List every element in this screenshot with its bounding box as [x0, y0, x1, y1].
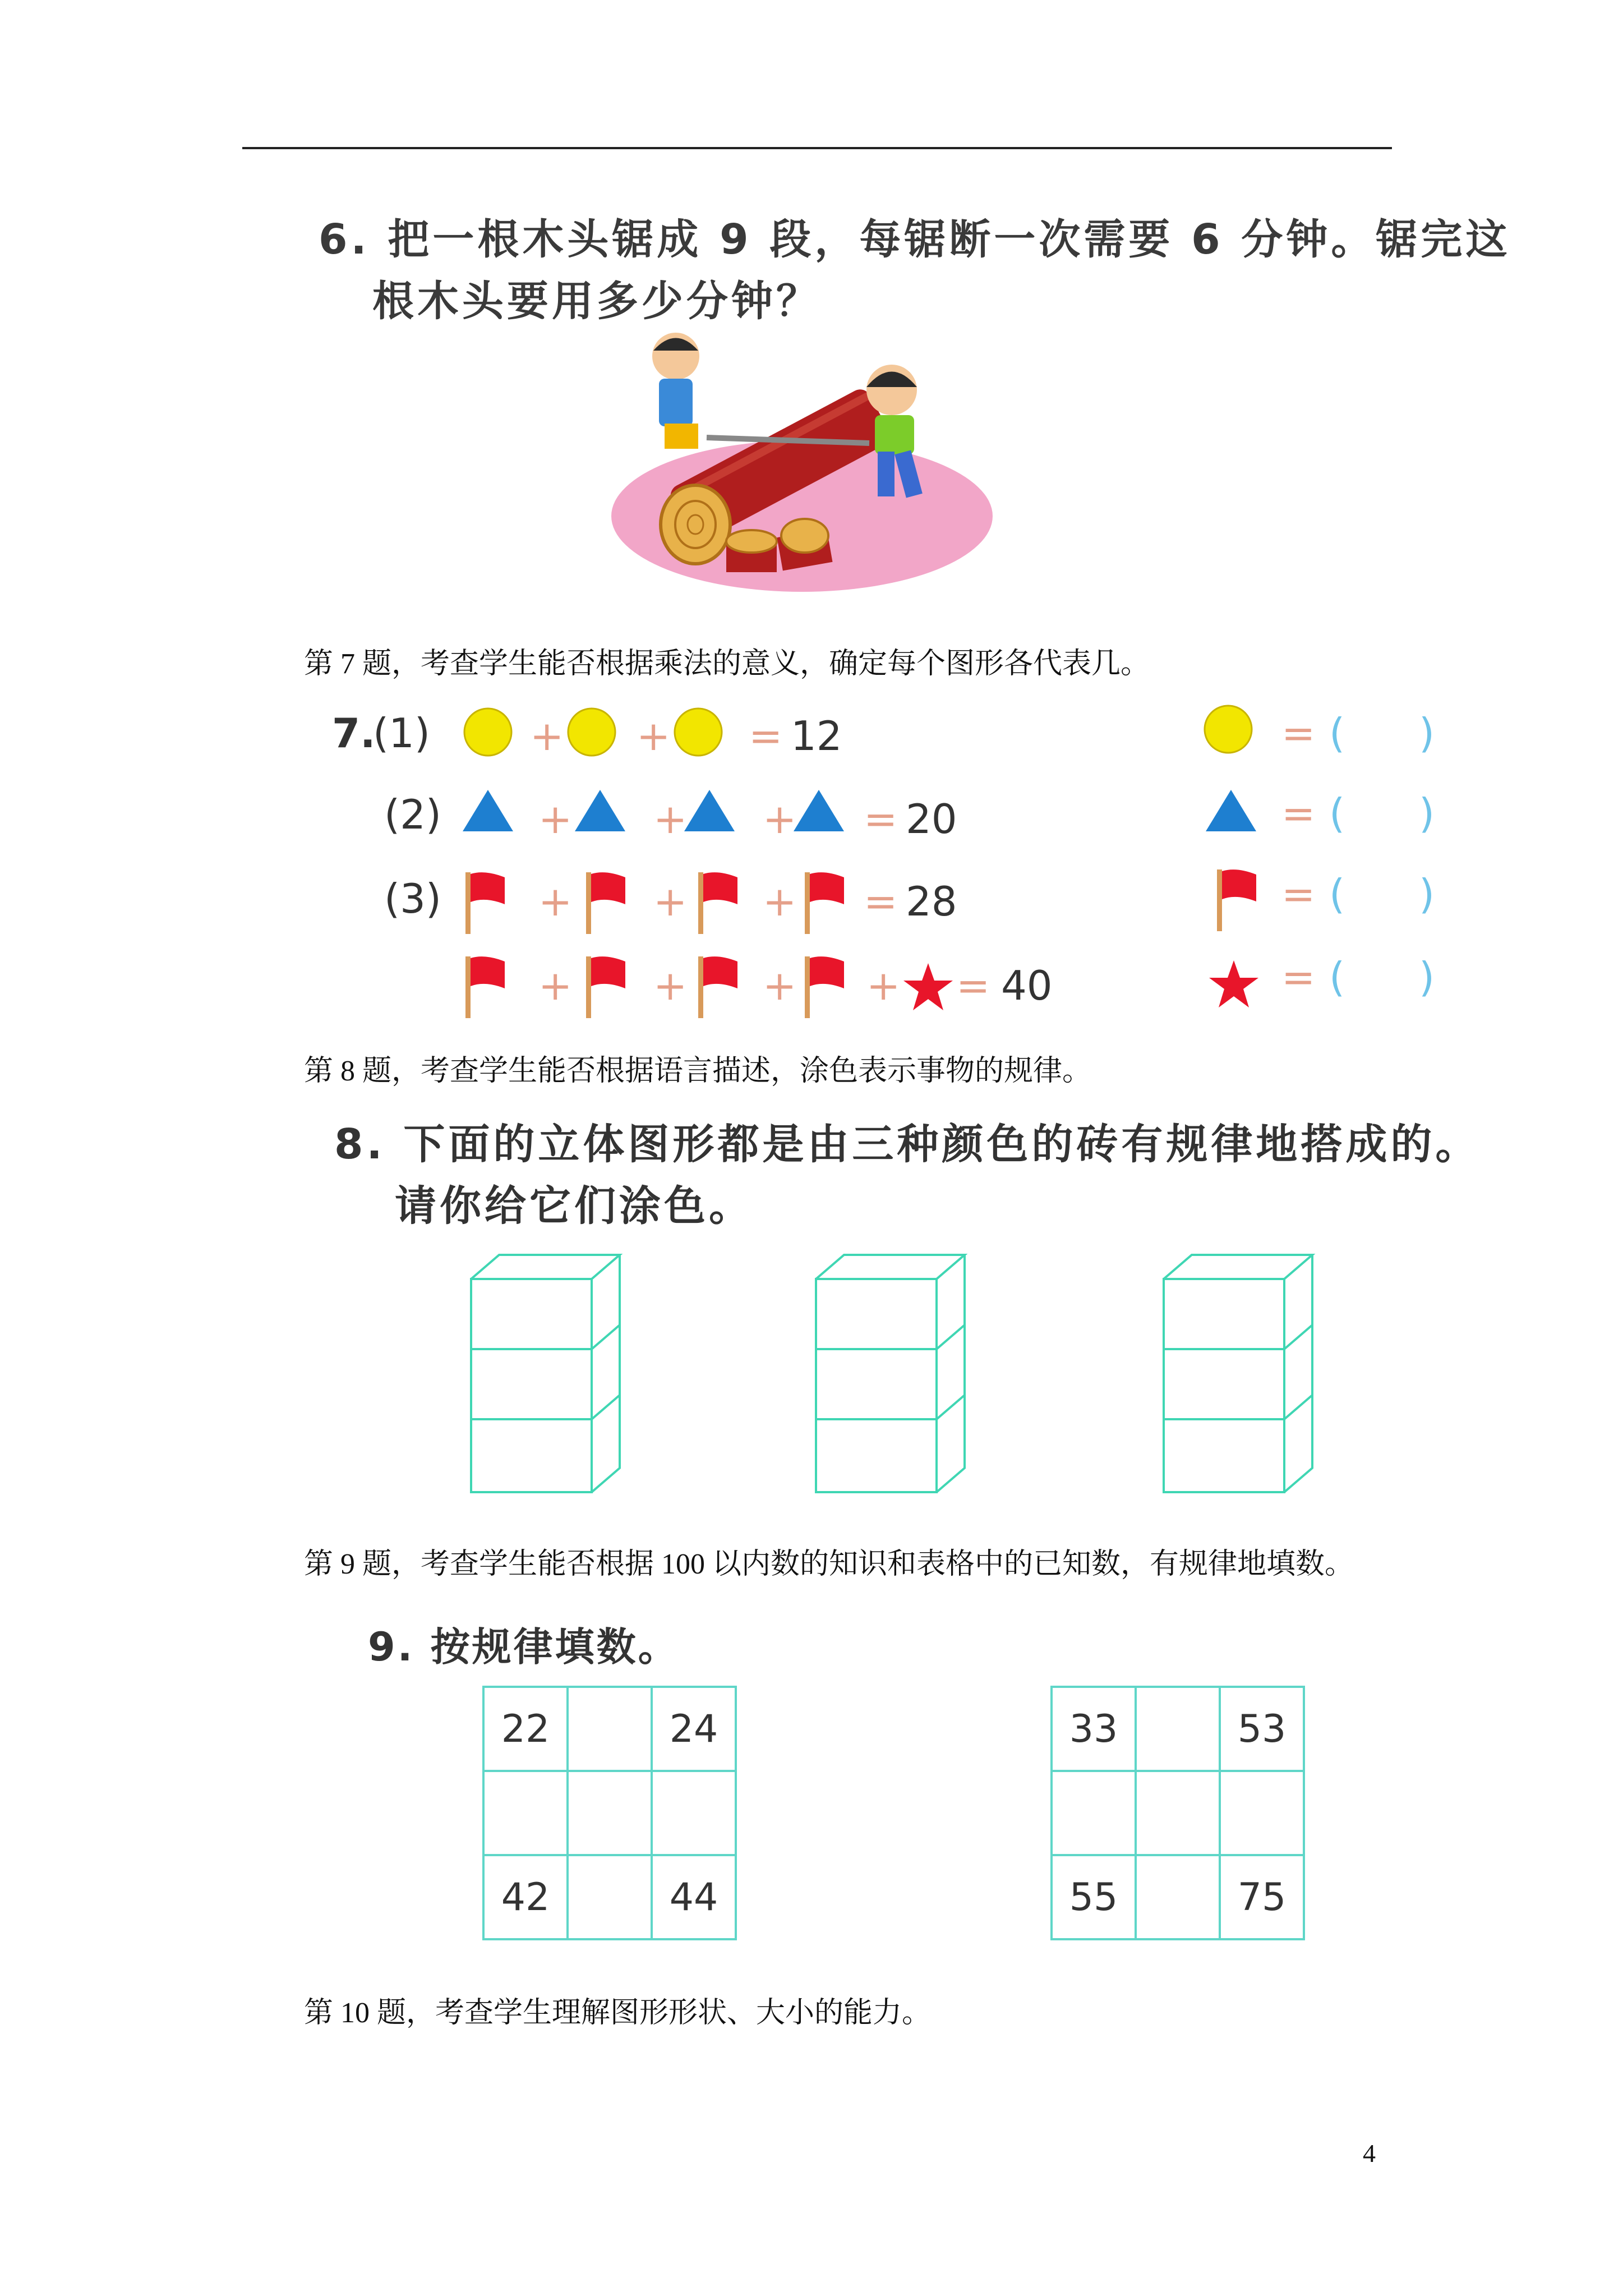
equals-sign: =	[1281, 954, 1316, 1001]
equals-sign: =	[864, 795, 898, 843]
grid-cell: 55	[1052, 1855, 1136, 1939]
result-1: 12	[791, 712, 842, 760]
triangle-icon	[684, 790, 735, 831]
note-question-7: 第 7 题，考查学生能否根据乘法的意义，确定每个图形各代表几。	[304, 648, 1150, 680]
question-8	[334, 1114, 1480, 1237]
answer-blank-left-paren: (	[1329, 710, 1345, 757]
triangle-icon	[575, 790, 625, 831]
flag-icon	[805, 956, 844, 1018]
question-6-line-2: 根木头要用多少分钟？	[372, 277, 821, 325]
question-6	[319, 209, 1510, 332]
flag-icon	[698, 872, 737, 934]
flag-icon	[586, 956, 625, 1018]
plus-sign: +	[538, 962, 573, 1009]
equals-sign: =	[956, 962, 990, 1009]
brick-stack-3[interactable]	[1164, 1255, 1312, 1492]
plus-sign: +	[653, 962, 688, 1009]
answer-blank-right-paren: )	[1419, 871, 1435, 918]
triangle-icon	[1206, 790, 1256, 831]
circle-icon	[464, 708, 511, 756]
circle-icon	[675, 708, 722, 756]
brick-stacks	[460, 1248, 1335, 1501]
plus-sign: +	[530, 712, 564, 760]
question-8-line-2: 请你给它们涂色。	[395, 1182, 754, 1230]
grid-cell-blank[interactable]	[568, 1855, 652, 1939]
flag-icon	[465, 956, 505, 1018]
plus-sign: +	[653, 878, 688, 925]
flag-icon	[805, 872, 844, 934]
grid-cell-blank[interactable]	[1136, 1771, 1220, 1855]
note-question-10: 第 10 题，考查学生理解图形形状、大小的能力。	[304, 1997, 932, 2029]
plus-sign: +	[538, 795, 573, 843]
grid-cell-blank[interactable]	[1052, 1771, 1136, 1855]
triangle-icon	[463, 790, 513, 831]
answer-blank-left-paren: (	[1329, 954, 1345, 1001]
note-question-8: 第 8 题，考查学生能否根据语言描述，涂色表示事物的规律。	[304, 1055, 1092, 1087]
plus-sign: +	[866, 962, 901, 1009]
plus-sign: +	[538, 878, 573, 925]
flag-icon	[586, 872, 625, 934]
grid-cell-blank[interactable]	[652, 1771, 736, 1855]
number-grid-2	[1050, 1686, 1305, 1940]
grid-cell: 33	[1052, 1687, 1136, 1771]
triangle-icon	[794, 790, 844, 831]
flag-icon	[465, 872, 505, 934]
answer-blank-right-paren: )	[1419, 710, 1435, 757]
grid-cell-blank[interactable]	[568, 1771, 652, 1855]
star-icon	[903, 963, 953, 1010]
grid-cell-blank[interactable]	[568, 1687, 652, 1771]
plus-sign: +	[763, 878, 797, 925]
question-7-label: 7.	[332, 710, 376, 757]
equals-sign: =	[864, 878, 898, 925]
brick-stack-2[interactable]	[816, 1255, 965, 1492]
grid-cell-blank[interactable]	[483, 1771, 568, 1855]
result-2: 20	[906, 795, 957, 843]
circle-icon	[568, 708, 615, 756]
page-number: 4	[1363, 2139, 1376, 2168]
number-grid-1	[482, 1686, 737, 1940]
equals-sign: =	[749, 712, 783, 760]
header-rule	[242, 147, 1392, 149]
equals-sign: =	[1281, 790, 1316, 837]
answer-blank-right-paren: )	[1419, 790, 1435, 837]
question-7-part-3-label: (3)	[384, 875, 441, 922]
result-4: 40	[1001, 962, 1053, 1009]
equals-sign: =	[1281, 710, 1316, 757]
star-icon	[1209, 960, 1258, 1007]
grid-cell: 44	[652, 1855, 736, 1939]
question-8-line-1: 8. 下面的立体图形都是由三种颜色的砖有规律地搭成的。	[334, 1120, 1481, 1168]
grid-cell: 24	[652, 1687, 736, 1771]
grid-cell: 22	[483, 1687, 568, 1771]
sawing-log-illustration	[606, 325, 1009, 600]
grid-cell-blank[interactable]	[1220, 1771, 1304, 1855]
result-3: 28	[906, 878, 957, 925]
plus-sign: +	[763, 962, 797, 1009]
flag-icon	[698, 956, 737, 1018]
grid-cell: 53	[1220, 1687, 1304, 1771]
answer-blank-right-paren: )	[1419, 954, 1435, 1001]
answer-blank-left-paren: (	[1329, 790, 1345, 837]
grid-cell-blank[interactable]	[1136, 1855, 1220, 1939]
grid-cell: 75	[1220, 1855, 1304, 1939]
circle-icon	[1205, 706, 1252, 753]
question-6-line-1: 6. 把一根木头锯成 9 段，每锯断一次需要 6 分钟。锯完这	[319, 215, 1511, 264]
plus-sign: +	[763, 795, 797, 843]
question-7-part-2-label: (2)	[384, 791, 441, 838]
equals-sign: =	[1281, 871, 1316, 918]
grid-cell: 42	[483, 1855, 568, 1939]
question-7-part-1-label: (1)	[373, 710, 430, 757]
answer-blank-left-paren: (	[1329, 871, 1345, 918]
brick-stack-1[interactable]	[471, 1255, 620, 1492]
note-question-9: 第 9 题，考查学生能否根据 100 以内数的知识和表格中的已知数，有规律地填数。	[304, 1548, 1354, 1580]
plus-sign: +	[637, 712, 671, 760]
grid-cell-blank[interactable]	[1136, 1687, 1220, 1771]
flag-icon	[1217, 869, 1256, 931]
question-9-title: 9. 按规律填数。	[368, 1624, 680, 1670]
plus-sign: +	[653, 795, 688, 843]
